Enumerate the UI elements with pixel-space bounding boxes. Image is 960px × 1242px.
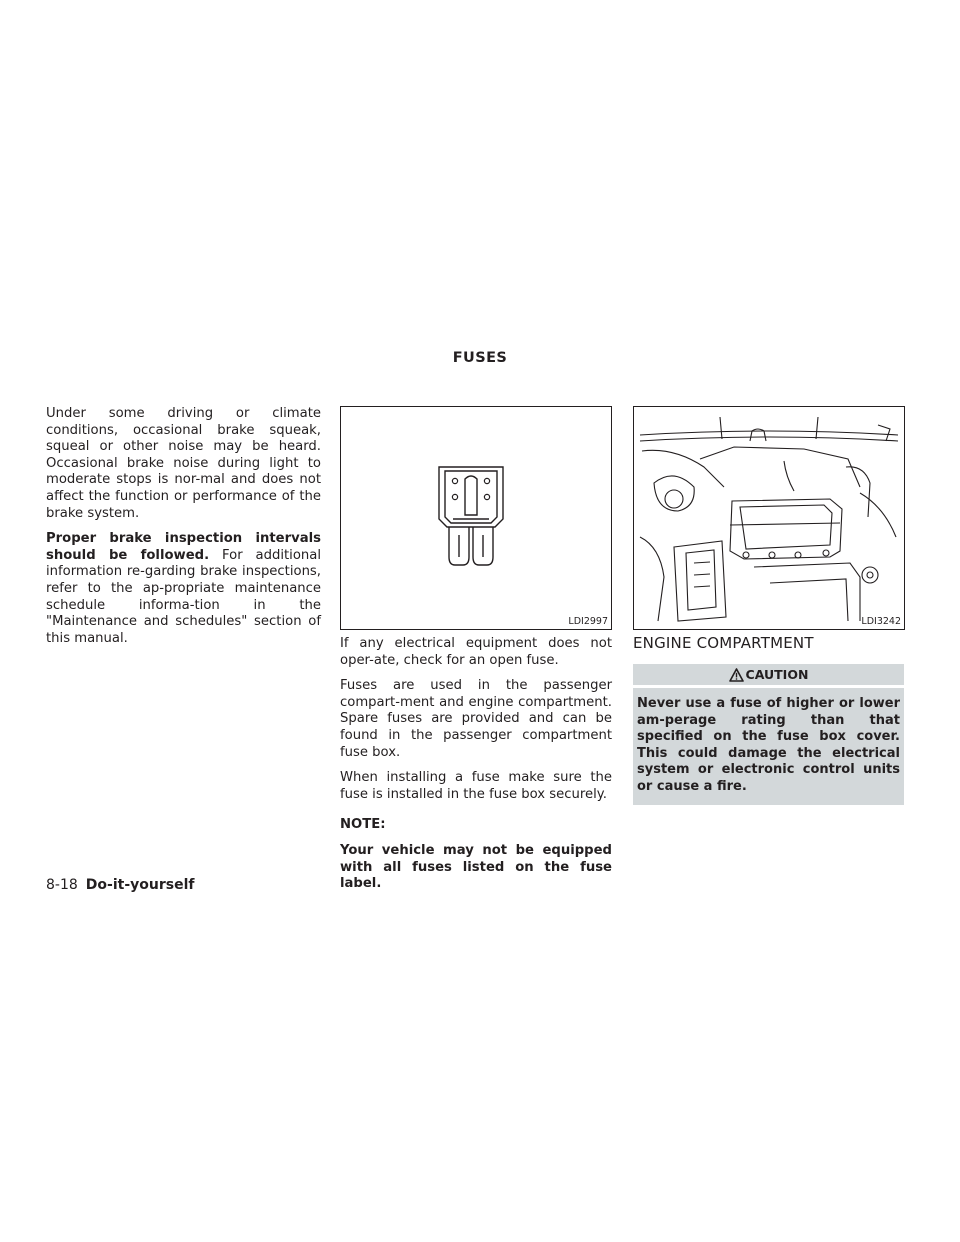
brake-inspection-paragraph [46, 531, 321, 647]
brake-noise-column [46, 406, 321, 656]
brake-inspection-bold: Proper brake inspection intervals should be followed. [46, 531, 321, 563]
figure-code-engine: LDI3242 [861, 616, 901, 627]
figure-code-fuse: LDI2997 [568, 616, 608, 627]
caution-text: Never use a fuse of higher or lower am-perage rating than that specified on the fuse box cover. This could damage the electrical system or electronic control units or cause a fire. [633, 688, 904, 805]
open-fuse-paragraph: If any electrical equipment does not oper-ate, check for an open fuse. [340, 636, 612, 668]
page-footer [46, 877, 194, 893]
fuse-drawing [341, 407, 611, 629]
fuse-illustration [340, 406, 612, 630]
note-text: Your vehicle may not be equipped with all fuses listed on the fuse label. [340, 842, 612, 892]
caution-box [633, 664, 904, 805]
engine-compartment-drawing [634, 407, 904, 629]
warning-triangle-icon [729, 668, 744, 682]
note-label: NOTE: [340, 817, 386, 833]
brake-noise-paragraph: Under some driving or climate conditions, occasional brake squeak, squeal or other noise may be heard. Occasional brake noise during light to moderate stops is nor-mal and does not affect the function or performance of the brake system. [46, 406, 321, 521]
engine-compartment-heading: ENGINE COMPARTMENT [633, 634, 814, 652]
page-number: 8-18 [46, 877, 78, 893]
section-title: FUSES [452, 350, 508, 366]
caution-label: CAUTION [745, 667, 809, 682]
fuse-location-paragraph: Fuses are used in the passenger compart-ment and engine compartment. Spare fuses are provided and can be found in the passenger compartment fuse box. [340, 678, 612, 760]
brake-inspection-text: For additional information re-garding brake inspections, refer to the ap-propriate maintenance schedule informa-tion in the "Maintenance and schedules" section of this manual. [46, 547, 322, 646]
chapter-title: Do-it-yourself [85, 877, 195, 893]
engine-compartment-illustration [633, 406, 905, 630]
caution-header [633, 664, 904, 685]
fuse-info-column [340, 636, 612, 902]
fuse-install-paragraph: When installing a fuse make sure the fuse is installed in the fuse box securely. [340, 770, 612, 802]
